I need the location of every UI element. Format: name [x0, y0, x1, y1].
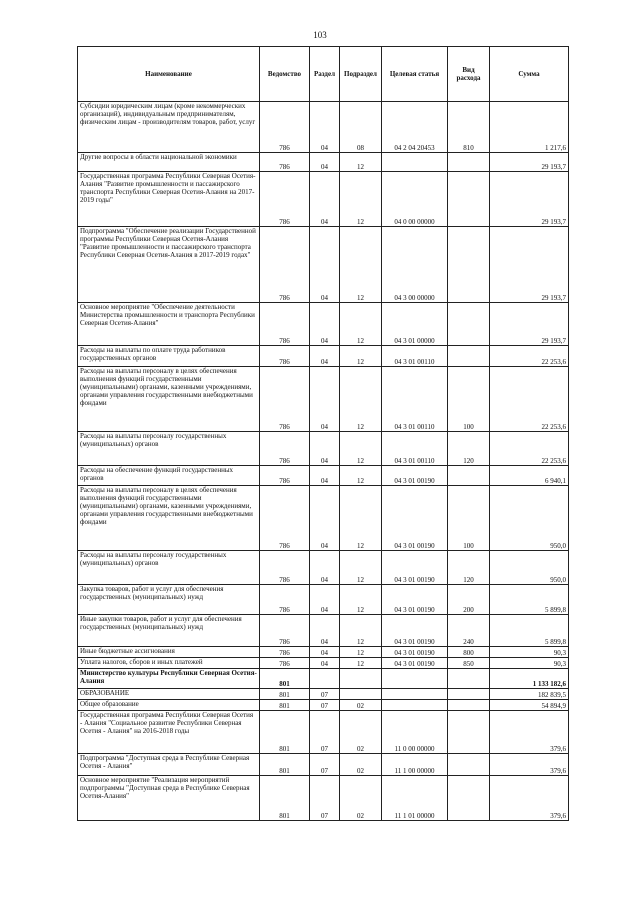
row-section-cell: 04 [310, 367, 340, 432]
row-section-cell: 04 [310, 153, 340, 172]
row-target-article-cell: 04 3 01 00190 [382, 585, 448, 615]
row-expense-type-cell: 240 [448, 615, 490, 647]
row-target-article-cell: 04 3 01 00110 [382, 367, 448, 432]
table-row [78, 647, 569, 658]
row-department-cell: 786 [260, 551, 310, 585]
row-name-cell: Уплата налогов, сборов и иных платежей [78, 658, 260, 669]
row-target-article-cell: 04 3 01 00110 [382, 432, 448, 466]
row-expense-type-cell [448, 346, 490, 367]
row-expense-type-cell [448, 689, 490, 700]
row-department-cell: 801 [260, 754, 310, 776]
row-department-cell: 786 [260, 303, 310, 346]
row-name-cell: Расходы на выплаты персоналу государственных (муниципальных) органов [78, 551, 260, 585]
row-target-article-cell: 04 3 01 00110 [382, 346, 448, 367]
table-row [78, 486, 569, 551]
row-amount-cell: 1 133 182,6 [490, 669, 569, 689]
row-target-article-cell: 04 0 00 00000 [382, 172, 448, 227]
row-amount-cell: 1 217,6 [490, 102, 569, 153]
table-row [78, 153, 569, 172]
column-header-department: Ведомство [260, 47, 310, 102]
row-subsection-cell [340, 669, 382, 689]
table-row [78, 303, 569, 346]
row-expense-type-cell [448, 303, 490, 346]
row-amount-cell: 5 899,8 [490, 615, 569, 647]
row-expense-type-cell: 850 [448, 658, 490, 669]
row-subsection-cell: 12 [340, 647, 382, 658]
row-expense-type-cell: 810 [448, 102, 490, 153]
row-subsection-cell: 02 [340, 700, 382, 711]
row-section-cell: 04 [310, 346, 340, 367]
row-section-cell: 04 [310, 551, 340, 585]
row-expense-type-cell [448, 711, 490, 754]
row-department-cell: 786 [260, 102, 310, 153]
row-section-cell: 04 [310, 432, 340, 466]
row-section-cell [310, 669, 340, 689]
table-row [78, 346, 569, 367]
row-expense-type-cell: 100 [448, 486, 490, 551]
row-name-cell: Основное мероприятие "Обеспечение деятельности Министерства промышленности и транспорта Республики Северная Осетия-Алания" [78, 303, 260, 346]
row-name-cell: Расходы на выплаты персоналу государственных (муниципальных) органов [78, 432, 260, 466]
row-section-cell: 07 [310, 689, 340, 700]
table-row [78, 669, 569, 689]
row-subsection-cell: 12 [340, 658, 382, 669]
row-expense-type-cell: 120 [448, 432, 490, 466]
row-department-cell: 786 [260, 153, 310, 172]
row-subsection-cell: 08 [340, 102, 382, 153]
row-department-cell: 786 [260, 367, 310, 432]
row-expense-type-cell [448, 776, 490, 821]
row-subsection-cell [340, 689, 382, 700]
column-header-name: Наименование [78, 47, 260, 102]
row-target-article-cell: 04 3 00 00000 [382, 227, 448, 303]
row-target-article-cell: 04 2 04 20453 [382, 102, 448, 153]
row-target-article-cell: 11 1 00 00000 [382, 754, 448, 776]
row-section-cell: 04 [310, 585, 340, 615]
row-amount-cell: 950,0 [490, 551, 569, 585]
row-section-cell: 04 [310, 102, 340, 153]
table-row [78, 466, 569, 486]
row-target-article-cell: 04 3 01 00190 [382, 466, 448, 486]
row-name-cell: Иные бюджетные ассигнования [78, 647, 260, 658]
budget-table [77, 46, 569, 821]
row-name-cell: Государственная программа Республики Северная Осетия - Алания "Социальное развитие Республики Северная Осетия - Алания" на 2016-2018 годы [78, 711, 260, 754]
row-amount-cell: 379,6 [490, 754, 569, 776]
row-name-cell: Основное мероприятие "Реализация мероприятий подпрограммы "Доступная среда в Республике Северная Осетия-Алания" [78, 776, 260, 821]
row-department-cell: 786 [260, 615, 310, 647]
row-subsection-cell: 12 [340, 367, 382, 432]
table-row [78, 585, 569, 615]
row-name-cell: Закупка товаров, работ и услуг для обеспечения государственных (муниципальных) нужд [78, 585, 260, 615]
row-department-cell: 786 [260, 486, 310, 551]
row-section-cell: 04 [310, 658, 340, 669]
row-name-cell: Расходы на выплаты по оплате труда работников государственных органов [78, 346, 260, 367]
row-expense-type-cell: 100 [448, 367, 490, 432]
row-section-cell: 04 [310, 466, 340, 486]
row-section-cell: 07 [310, 700, 340, 711]
row-name-cell: Министерство культуры Республики Северная Осетия-Алания [78, 669, 260, 689]
row-target-article-cell: 04 3 01 00190 [382, 551, 448, 585]
row-expense-type-cell: 120 [448, 551, 490, 585]
row-amount-cell: 54 894,9 [490, 700, 569, 711]
row-amount-cell: 29 193,7 [490, 227, 569, 303]
row-subsection-cell: 12 [340, 303, 382, 346]
column-header-expense-type: Вид расхода [448, 47, 490, 102]
row-section-cell: 04 [310, 615, 340, 647]
row-department-cell: 786 [260, 647, 310, 658]
row-target-article-cell: 11 0 00 00000 [382, 711, 448, 754]
table-row [78, 227, 569, 303]
row-target-article-cell: 04 3 01 00190 [382, 647, 448, 658]
row-expense-type-cell [448, 227, 490, 303]
row-expense-type-cell [448, 172, 490, 227]
table-row [78, 776, 569, 821]
row-name-cell: Общее образование [78, 700, 260, 711]
row-department-cell: 786 [260, 466, 310, 486]
row-department-cell: 786 [260, 346, 310, 367]
row-expense-type-cell [448, 466, 490, 486]
row-subsection-cell: 12 [340, 346, 382, 367]
row-target-article-cell: 04 3 01 00190 [382, 615, 448, 647]
table-row [78, 754, 569, 776]
row-expense-type-cell: 800 [448, 647, 490, 658]
row-expense-type-cell [448, 669, 490, 689]
row-department-cell: 801 [260, 711, 310, 754]
row-name-cell: Другие вопросы в области национальной экономики [78, 153, 260, 172]
row-department-cell: 801 [260, 776, 310, 821]
row-amount-cell: 182 839,5 [490, 689, 569, 700]
row-subsection-cell: 12 [340, 585, 382, 615]
row-section-cell: 04 [310, 486, 340, 551]
row-subsection-cell: 12 [340, 615, 382, 647]
column-header-subsection: Подраздел [340, 47, 382, 102]
row-name-cell: Субсидии юридическим лицам (кроме некоммерческих организаций), индивидуальным предпринимателям, физическим лицам - производителям товаров, работ, услуг [78, 102, 260, 153]
row-amount-cell: 379,6 [490, 776, 569, 821]
table-row [78, 700, 569, 711]
table-row [78, 432, 569, 466]
row-department-cell: 786 [260, 658, 310, 669]
row-section-cell: 04 [310, 647, 340, 658]
row-target-article-cell: 04 3 01 00190 [382, 486, 448, 551]
row-amount-cell: 22 253,6 [490, 367, 569, 432]
row-department-cell: 786 [260, 227, 310, 303]
row-amount-cell: 29 193,7 [490, 153, 569, 172]
row-amount-cell: 29 193,7 [490, 303, 569, 346]
row-amount-cell: 29 193,7 [490, 172, 569, 227]
row-expense-type-cell [448, 700, 490, 711]
row-amount-cell: 90,3 [490, 658, 569, 669]
row-expense-type-cell: 200 [448, 585, 490, 615]
row-name-cell: Расходы на обеспечение функций государственных органов [78, 466, 260, 486]
table-row [78, 658, 569, 669]
row-subsection-cell: 12 [340, 466, 382, 486]
row-amount-cell: 90,3 [490, 647, 569, 658]
table-row [78, 551, 569, 585]
row-target-article-cell: 11 1 01 00000 [382, 776, 448, 821]
column-header-amount: Сумма [490, 47, 569, 102]
row-amount-cell: 22 253,6 [490, 346, 569, 367]
row-name-cell: Иные закупки товаров, работ и услуг для обеспечения государственных (муниципальных) нужд [78, 615, 260, 647]
table-row [78, 615, 569, 647]
table-row [78, 102, 569, 153]
row-section-cell: 04 [310, 172, 340, 227]
row-section-cell: 07 [310, 776, 340, 821]
row-subsection-cell: 02 [340, 754, 382, 776]
table-row [78, 689, 569, 700]
row-subsection-cell: 12 [340, 432, 382, 466]
page-number: 103 [313, 30, 327, 40]
row-department-cell: 801 [260, 689, 310, 700]
row-section-cell: 04 [310, 227, 340, 303]
row-subsection-cell: 12 [340, 486, 382, 551]
table-row [78, 367, 569, 432]
row-department-cell: 786 [260, 172, 310, 227]
row-name-cell: Государственная программа Республики Северная Осетия-Алания "Развитие промышленности и пассажирского транспорта Республики Северная Осетия-Алания на 2017-2019 годы" [78, 172, 260, 227]
row-section-cell: 07 [310, 754, 340, 776]
row-target-article-cell: 04 3 01 00190 [382, 658, 448, 669]
row-subsection-cell: 12 [340, 172, 382, 227]
row-department-cell: 786 [260, 432, 310, 466]
row-department-cell: 801 [260, 700, 310, 711]
row-subsection-cell: 12 [340, 551, 382, 585]
row-amount-cell: 950,0 [490, 486, 569, 551]
row-expense-type-cell [448, 754, 490, 776]
row-target-article-cell [382, 689, 448, 700]
row-target-article-cell [382, 700, 448, 711]
row-target-article-cell [382, 153, 448, 172]
header-row [78, 47, 569, 102]
table-row [78, 172, 569, 227]
row-name-cell: Подпрограмма "Обеспечение реализации Государственной программы Республики Северная Осетия-Алания "Развитие промышленности и пассажирского транспорта Республики Северная Осетия-Алания в 2017-2019 годах" [78, 227, 260, 303]
row-subsection-cell: 12 [340, 227, 382, 303]
row-amount-cell: 22 253,6 [490, 432, 569, 466]
row-name-cell: Расходы на выплаты персоналу в целях обеспечения выполнения функций государственными (муниципальными) органами, казенными учреждениями, органами управления государственными внебюджетными фондами [78, 486, 260, 551]
row-name-cell: ОБРАЗОВАНИЕ [78, 689, 260, 700]
column-header-target-article: Целевая статья [382, 47, 448, 102]
row-subsection-cell: 02 [340, 776, 382, 821]
row-department-cell: 786 [260, 585, 310, 615]
row-expense-type-cell [448, 153, 490, 172]
row-target-article-cell [382, 669, 448, 689]
column-header-section: Раздел [310, 47, 340, 102]
row-section-cell: 07 [310, 711, 340, 754]
row-section-cell: 04 [310, 303, 340, 346]
row-subsection-cell: 02 [340, 711, 382, 754]
row-name-cell: Расходы на выплаты персоналу в целях обеспечения выполнения функций государственными (муниципальными) органами, казенными учреждениями, органами управления государственными внебюджетными фондами [78, 367, 260, 432]
row-amount-cell: 379,6 [490, 711, 569, 754]
row-subsection-cell: 12 [340, 153, 382, 172]
row-name-cell: Подпрограмма "Доступная среда в Республике Северная Осетия - Алания" [78, 754, 260, 776]
row-amount-cell: 6 940,1 [490, 466, 569, 486]
row-amount-cell: 5 899,8 [490, 585, 569, 615]
row-target-article-cell: 04 3 01 00000 [382, 303, 448, 346]
row-department-cell: 801 [260, 669, 310, 689]
table-row [78, 711, 569, 754]
